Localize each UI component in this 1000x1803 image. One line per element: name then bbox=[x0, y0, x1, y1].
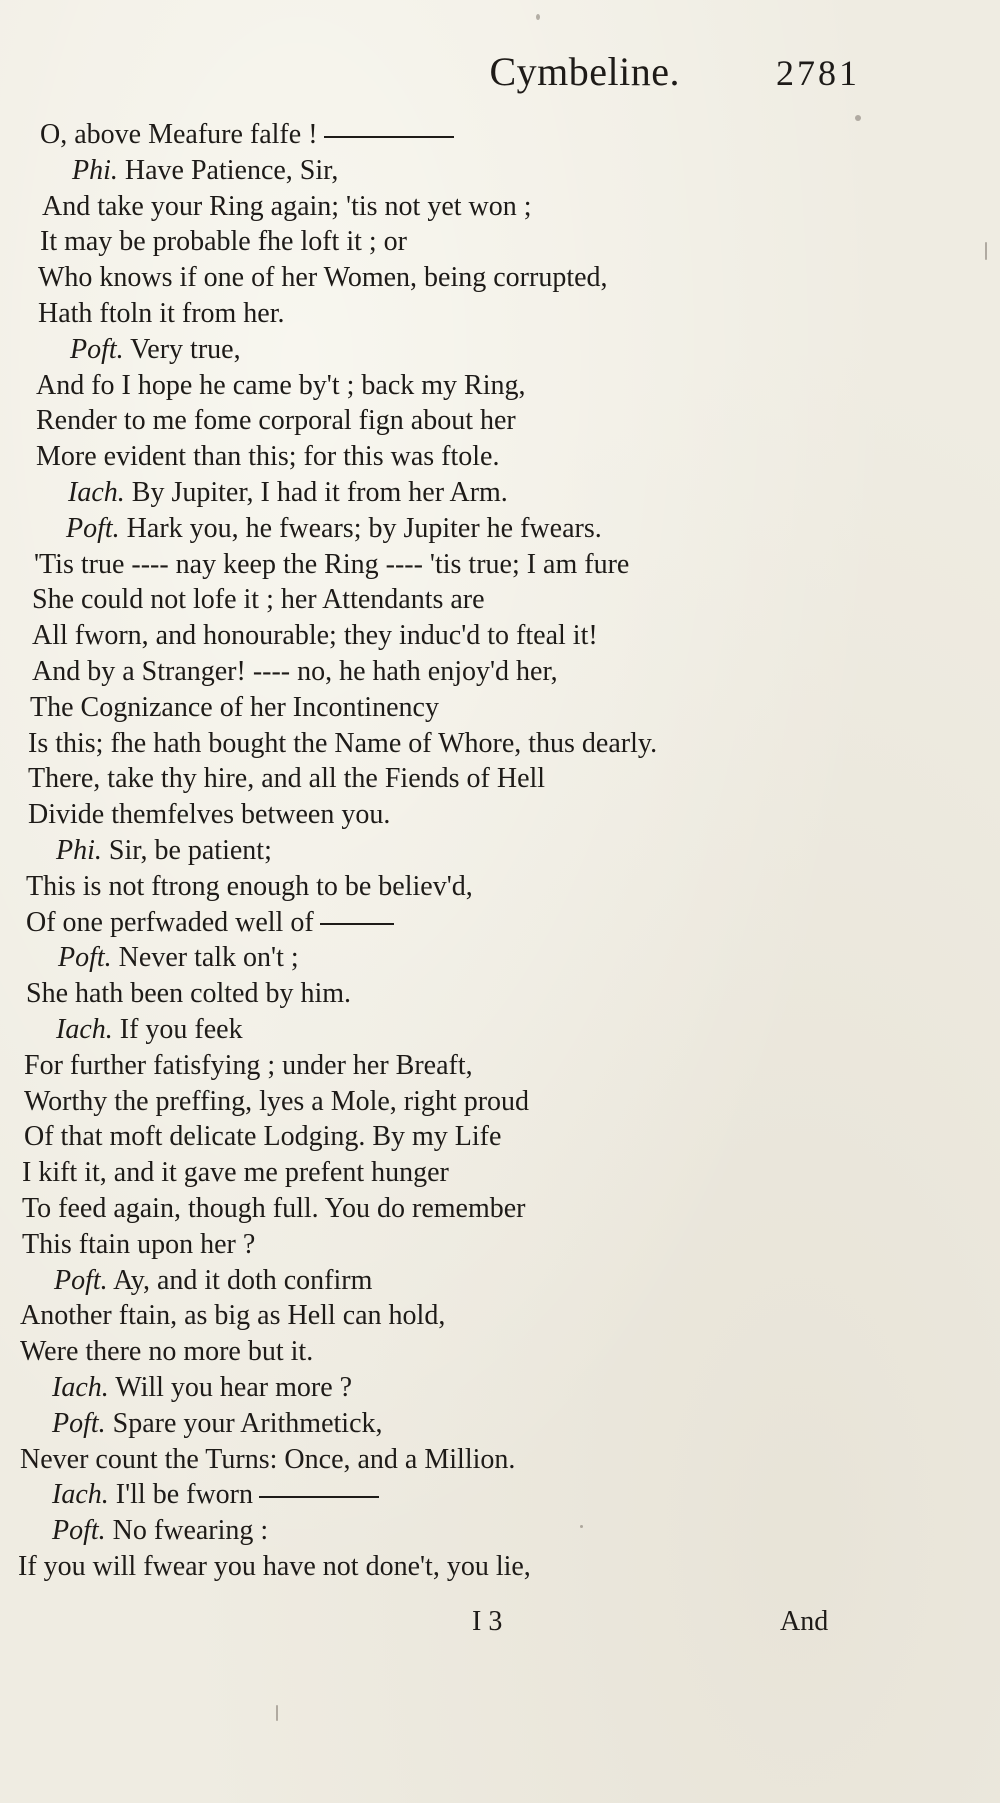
line-text: If you feek bbox=[119, 1014, 243, 1045]
line-text: She hath been colted by him. bbox=[26, 978, 352, 1010]
line-text: Sir, be patient; bbox=[108, 835, 272, 866]
speaker-name: Poft. bbox=[54, 1264, 108, 1296]
line-text: Is this; fhe hath bought the Name of Whore, thus dearly. bbox=[28, 727, 658, 759]
text-line bbox=[28, 762, 545, 796]
speaker-name: Poft. bbox=[66, 512, 120, 544]
text-line bbox=[20, 1335, 313, 1369]
text-line bbox=[52, 1371, 352, 1405]
line-text: Never talk on't ; bbox=[118, 942, 299, 974]
text-line bbox=[70, 333, 241, 367]
line-text: And take your Ring again; 'tis not yet won ; bbox=[42, 190, 532, 222]
text-line bbox=[36, 369, 525, 403]
speaker-name: Poft. bbox=[52, 1407, 106, 1439]
text-line bbox=[24, 1120, 501, 1154]
text-line bbox=[22, 1228, 255, 1262]
text-line bbox=[26, 977, 351, 1011]
line-text: Hark you, he fwears; by Jupiter he fwears. bbox=[126, 512, 602, 544]
page-number: 2781 bbox=[776, 53, 860, 93]
line-text: I'll be fworn bbox=[115, 1479, 253, 1511]
speaker-name: Iach. bbox=[56, 1014, 113, 1045]
em-dash-rule bbox=[320, 923, 394, 925]
signature-mark: I 3 bbox=[472, 1606, 503, 1637]
text-line bbox=[40, 225, 407, 259]
text-line bbox=[52, 1514, 268, 1548]
line-text: More evident than this; for this was ftole. bbox=[36, 441, 500, 473]
line-text: There, take thy hire, and all the Fiends of Hell bbox=[28, 763, 546, 795]
line-text: Were there no more but it. bbox=[20, 1336, 314, 1368]
line-text: Of one perfwaded well of bbox=[26, 906, 314, 938]
text-line bbox=[38, 297, 285, 331]
speaker-name: Iach. bbox=[68, 477, 125, 508]
text-line bbox=[20, 1299, 445, 1333]
line-text: Hath ftoln it from her. bbox=[38, 298, 285, 329]
line-text: And fo I hope he came by't ; back my Ring, bbox=[36, 369, 526, 401]
text-line bbox=[18, 1550, 531, 1584]
text-line bbox=[66, 512, 602, 546]
text-line bbox=[32, 619, 598, 653]
speaker-name: Poft. bbox=[70, 333, 124, 365]
line-text: Very true, bbox=[130, 333, 241, 365]
speaker-name: Phi. bbox=[72, 154, 118, 186]
line-text: And by a Stranger! ---- no, he hath enjoy'd her, bbox=[32, 656, 558, 687]
line-text: The Cognizance of her Incontinency bbox=[30, 691, 439, 723]
page-footer bbox=[0, 1606, 1000, 1646]
line-text: Another ftain, as big as Hell can hold, bbox=[20, 1300, 446, 1332]
catchword: And bbox=[780, 1606, 829, 1637]
line-text: This is not ftrong enough to be believ'd, bbox=[26, 870, 473, 902]
text-line bbox=[52, 1478, 379, 1512]
speaker-name: Poft. bbox=[58, 942, 112, 974]
text-line bbox=[26, 906, 394, 940]
text-line bbox=[22, 1192, 526, 1226]
line-text: O, above Meafure falfe ! bbox=[40, 119, 318, 150]
text-line bbox=[24, 1085, 529, 1119]
text-line bbox=[22, 1156, 449, 1190]
text-line bbox=[36, 440, 499, 474]
line-text: Divide themfelves between you. bbox=[28, 799, 391, 831]
running-title: Cymbeline. bbox=[489, 49, 680, 94]
em-dash-rule bbox=[259, 1496, 379, 1498]
line-text: To feed again, though full. You do remember bbox=[22, 1193, 526, 1224]
text-line bbox=[32, 583, 485, 617]
line-text: She could not lofe it ; her Attendants are bbox=[32, 584, 485, 616]
line-text: Of that moft delicate Lodging. By my Life bbox=[24, 1121, 502, 1153]
text-line bbox=[54, 1264, 372, 1298]
line-text: Render to me fome corporal fign about her bbox=[36, 405, 516, 437]
text-line bbox=[34, 548, 629, 582]
line-text: Ay, and it doth confirm bbox=[113, 1264, 373, 1296]
speaker-name: Iach. bbox=[52, 1372, 109, 1403]
text-line bbox=[28, 727, 657, 761]
line-text: Spare your Arithmetick, bbox=[112, 1407, 383, 1439]
line-text: This ftain upon her ? bbox=[22, 1228, 256, 1260]
text-line bbox=[52, 1407, 383, 1441]
text-line bbox=[40, 118, 454, 152]
text-line bbox=[36, 404, 516, 438]
line-text: I kift it, and it gave me prefent hunger bbox=[22, 1157, 449, 1189]
em-dash-rule bbox=[324, 136, 454, 138]
line-text: Who knows if one of her Women, being corrupted, bbox=[38, 262, 608, 294]
line-text: By Jupiter, I had it from her Arm. bbox=[131, 477, 508, 508]
text-line bbox=[28, 798, 390, 832]
text-line bbox=[56, 834, 272, 868]
line-text: Never count the Turns: Once, and a Million. bbox=[20, 1443, 516, 1475]
text-line bbox=[26, 870, 473, 904]
text-line bbox=[56, 1013, 243, 1047]
speaker-name: Poft. bbox=[52, 1515, 106, 1547]
text-line bbox=[72, 154, 338, 188]
text-line bbox=[38, 261, 608, 295]
text-line bbox=[68, 476, 508, 510]
speaker-name: Phi. bbox=[56, 835, 102, 866]
text-line bbox=[58, 941, 299, 975]
text-line bbox=[30, 691, 439, 725]
line-text: Will you hear more ? bbox=[115, 1372, 353, 1403]
line-text: No fwearing : bbox=[112, 1515, 269, 1547]
speaker-name: Iach. bbox=[52, 1479, 109, 1511]
text-line bbox=[20, 1443, 515, 1477]
line-text: All fworn, and honourable; they induc'd to fteal it! bbox=[32, 620, 598, 652]
text-line bbox=[42, 190, 532, 224]
line-text: Have Patience, Sir, bbox=[124, 154, 339, 186]
text-line bbox=[32, 655, 558, 689]
line-text: Worthy the preffing, lyes a Mole, right proud bbox=[24, 1085, 530, 1117]
line-text: It may be probable fhe loft it ; or bbox=[40, 226, 407, 258]
text-line bbox=[24, 1049, 473, 1083]
line-text: For further fatisfying ; under her Breaft, bbox=[24, 1049, 473, 1081]
line-text: 'Tis true ---- nay keep the Ring ---- 'tis true; I am fure bbox=[34, 548, 630, 580]
line-text: If you will fwear you have not done't, you lie, bbox=[18, 1551, 531, 1582]
